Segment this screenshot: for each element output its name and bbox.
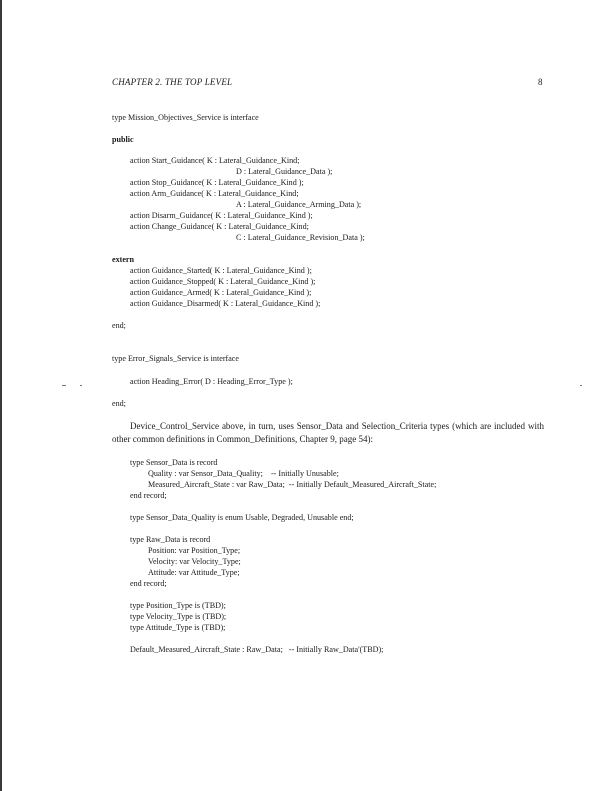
code-line: action Heading_Error( D : Heading_Error_Type ); bbox=[130, 377, 293, 386]
code-line: Quality : var Sensor_Data_Quality; -- Initially Unusable; bbox=[148, 469, 339, 478]
code-line: Velocity: var Velocity_Type; bbox=[148, 557, 241, 566]
code-line: end; bbox=[112, 321, 126, 330]
code-line: extern bbox=[112, 255, 135, 264]
scan-speck bbox=[62, 385, 66, 386]
code-line: action Guidance_Stopped( K : Lateral_Guidance_Kind ); bbox=[130, 277, 316, 286]
code-line: type Mission_Objectives_Service is interface bbox=[112, 113, 259, 122]
code-line: action Start_Guidance( K : Lateral_Guidance_Kind; bbox=[130, 156, 300, 165]
code-line: action Change_Guidance( K : Lateral_Guidance_Kind; bbox=[130, 222, 309, 231]
scan-speck bbox=[580, 385, 582, 386]
code-line: type Sensor_Data is record bbox=[130, 458, 218, 467]
scan-edge-line bbox=[0, 0, 2, 791]
code-line: D : Lateral_Guidance_Data ); bbox=[236, 167, 333, 176]
code-line: action Guidance_Disarmed( K : Lateral_Guidance_Kind ); bbox=[130, 299, 321, 308]
code-line: public bbox=[112, 135, 134, 144]
code-line: type Error_Signals_Service is interface bbox=[112, 354, 239, 363]
code-line: C : Lateral_Guidance_Revision_Data ); bbox=[236, 233, 365, 242]
code-line: type Attitude_Type is (TBD); bbox=[130, 623, 226, 632]
code-line: end; bbox=[112, 399, 126, 408]
code-line: Position: var Position_Type; bbox=[148, 546, 241, 555]
code-line: action Guidance_Armed( K : Lateral_Guidance_Kind ); bbox=[130, 288, 312, 297]
code-line: end record; bbox=[130, 491, 167, 500]
code-line: type Velocity_Type is (TBD); bbox=[130, 612, 227, 621]
code-line: A : Lateral_Guidance_Arming_Data ); bbox=[236, 200, 362, 209]
code-line: end record; bbox=[130, 579, 167, 588]
page-number: 8 bbox=[538, 77, 543, 87]
chapter-header: CHAPTER 2. THE TOP LEVEL bbox=[112, 77, 233, 87]
code-line: Default_Measured_Aircraft_State : Raw_Data; -- Initially Raw_Data'(TBD); bbox=[130, 645, 384, 654]
code-line: type Sensor_Data_Quality is enum Usable, Degraded, Unusable end; bbox=[130, 513, 354, 522]
code-line: Attitude: var Attitude_Type; bbox=[148, 568, 240, 577]
body-paragraph: Device_Control_Service above, in turn, uses Sensor_Data and Selection_Criteria types (which are included with other common definitions in Common_Definitions, Chapter 9, page 54): bbox=[112, 421, 544, 444]
code-line: action Guidance_Started( K : Lateral_Guidance_Kind ); bbox=[130, 266, 312, 275]
code-line: action Arm_Guidance( K : Lateral_Guidance_Kind; bbox=[130, 189, 299, 198]
scan-speck bbox=[80, 385, 82, 386]
code-line: type Position_Type is (TBD); bbox=[130, 601, 226, 610]
code-line: type Raw_Data is record bbox=[130, 535, 211, 544]
code-line: action Stop_Guidance( K : Lateral_Guidance_Kind ); bbox=[130, 178, 304, 187]
code-line: action Disarm_Guidance( K : Lateral_Guidance_Kind ); bbox=[130, 211, 313, 220]
code-line: Measured_Aircraft_State : var Raw_Data; -- Initially Default_Measured_Aircraft_State; bbox=[148, 480, 437, 489]
